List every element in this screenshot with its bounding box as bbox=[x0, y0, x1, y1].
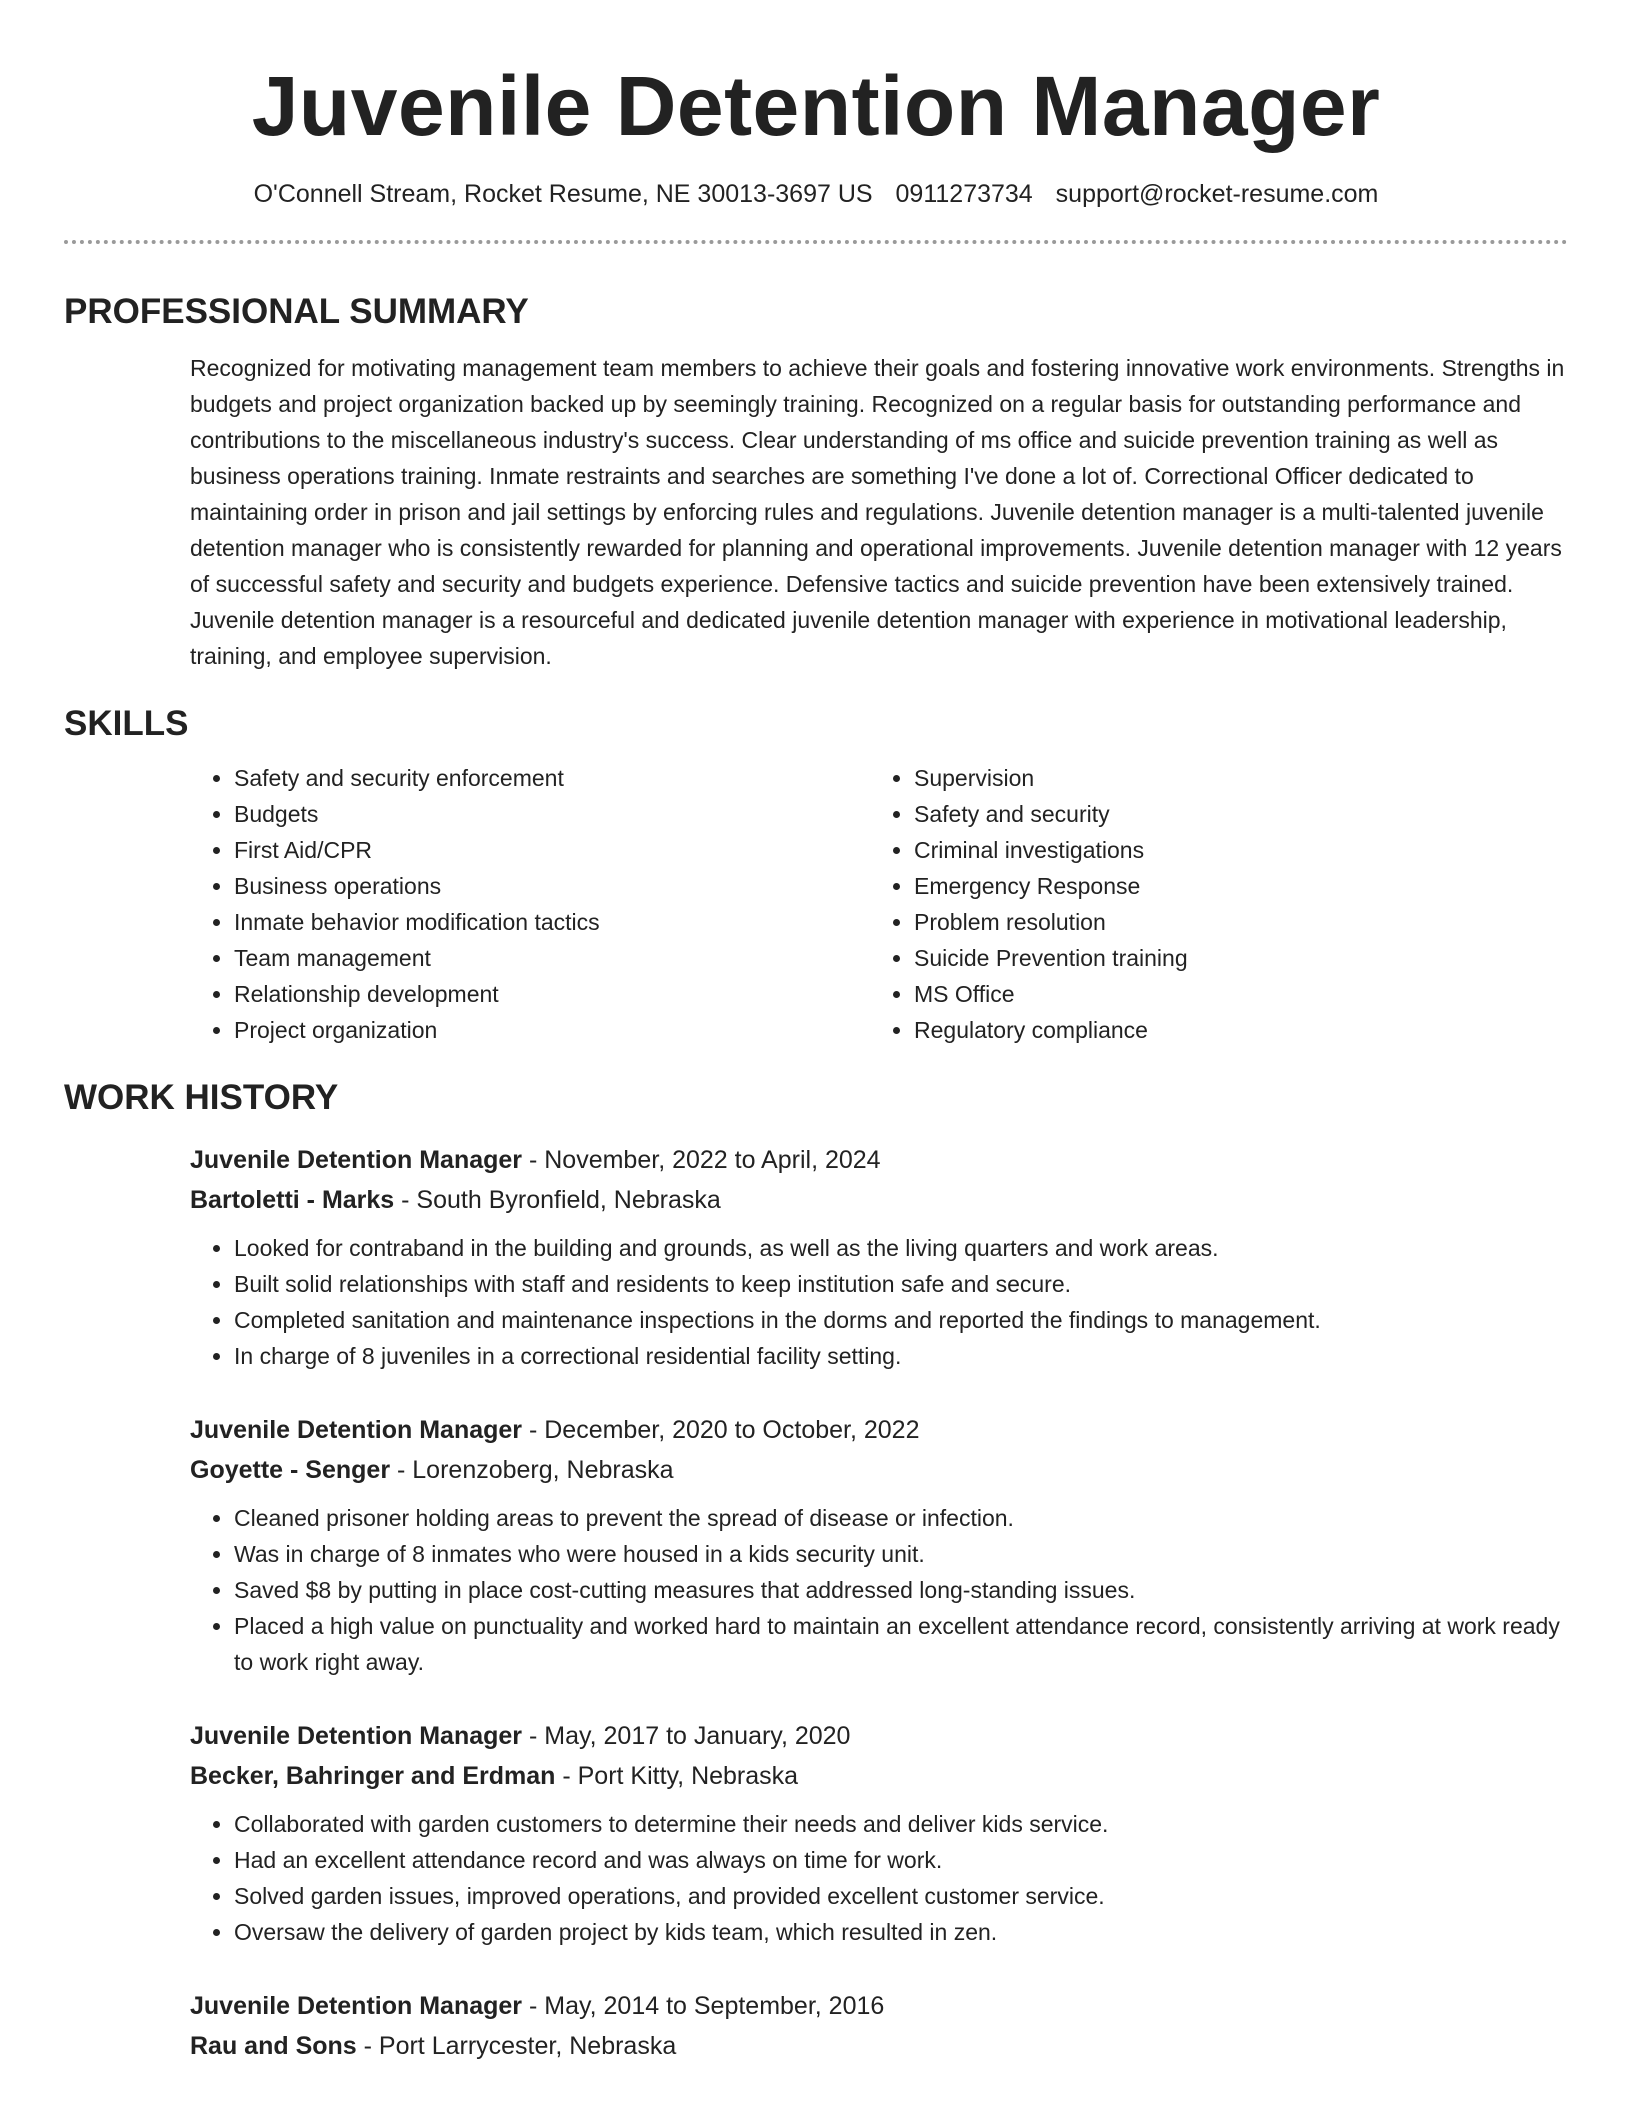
skill-item: • Relationship development bbox=[234, 976, 870, 1012]
job-title: Juvenile Detention Manager bbox=[190, 1722, 523, 1750]
skill-item: • First Aid/CPR bbox=[234, 832, 870, 868]
job-company-line bbox=[190, 1756, 1568, 1796]
resume-page bbox=[64, 0, 1568, 2066]
skills-column-left bbox=[190, 760, 870, 1048]
candidate-name: Juvenile Detention Manager bbox=[251, 59, 1381, 153]
skill-item: • Business operations bbox=[234, 868, 870, 904]
job-company: Rau and Sons bbox=[190, 2032, 357, 2060]
job-location: - South Byronfield, Nebraska bbox=[394, 1186, 721, 1214]
job-entry bbox=[190, 1410, 1568, 1680]
section-title-skills: SKILLS bbox=[64, 704, 189, 743]
job-company: Goyette - Senger bbox=[190, 1456, 391, 1484]
job-company-line bbox=[190, 1180, 1568, 1220]
job-bullets bbox=[190, 1500, 1568, 1680]
job-location: - Port Larrycester, Nebraska bbox=[356, 2032, 677, 2060]
skill-item: • Problem resolution bbox=[914, 904, 1550, 940]
job-bullets bbox=[190, 1230, 1568, 1374]
job-dates: - December, 2020 to October, 2022 bbox=[522, 1416, 920, 1444]
skill-item: • Inmate behavior modification tactics bbox=[234, 904, 870, 940]
job-bullet: • Placed a high value on punctuality and worked hard to maintain an excellent attendance record, consistently arriving at work ready to work right away. bbox=[234, 1608, 1568, 1680]
contact-phone: 0911273734 bbox=[895, 180, 1033, 208]
job-company: Becker, Bahringer and Erdman bbox=[190, 1762, 556, 1790]
skill-item: • Criminal investigations bbox=[914, 832, 1550, 868]
job-bullet: • Completed sanitation and maintenance inspections in the dorms and reported the findings to management. bbox=[234, 1302, 1568, 1338]
skills-column-right bbox=[870, 760, 1550, 1048]
job-title-line bbox=[190, 1986, 1568, 2026]
job-bullets bbox=[190, 1806, 1568, 1950]
job-title: Juvenile Detention Manager bbox=[190, 1146, 523, 1174]
skill-item: • Regulatory compliance bbox=[914, 1012, 1550, 1048]
skill-item: • Project organization bbox=[234, 1012, 870, 1048]
job-entry bbox=[190, 1140, 1568, 1374]
job-dates: - May, 2014 to September, 2016 bbox=[522, 1992, 885, 2020]
skill-item: • Suicide Prevention training bbox=[914, 940, 1550, 976]
job-bullet: • Was in charge of 8 inmates who were housed in a kids security unit. bbox=[234, 1536, 1568, 1572]
job-bullet: • Built solid relationships with staff and residents to keep institution safe and secure. bbox=[234, 1266, 1568, 1302]
contact-address: O'Connell Stream, Rocket Resume, NE 30013-3697 US bbox=[253, 180, 873, 208]
job-title: Juvenile Detention Manager bbox=[190, 1992, 523, 2020]
job-bullet: • Oversaw the delivery of garden project by kids team, which resulted in zen. bbox=[234, 1914, 1568, 1950]
job-company: Bartoletti - Marks bbox=[190, 1186, 395, 1214]
skill-item: • Team management bbox=[234, 940, 870, 976]
skill-item: • Emergency Response bbox=[914, 868, 1550, 904]
job-bullet: • Saved $8 by putting in place cost-cutting measures that addressed long-standing issues. bbox=[234, 1572, 1568, 1608]
job-bullet: • Solved garden issues, improved operations, and provided excellent customer service. bbox=[234, 1878, 1568, 1914]
job-entry bbox=[190, 1986, 1568, 2066]
skill-item: • Safety and security enforcement bbox=[234, 760, 870, 796]
skill-item: • Safety and security bbox=[914, 796, 1550, 832]
section-title-work-history: WORK HISTORY bbox=[64, 1078, 339, 1117]
skill-item: • Budgets bbox=[234, 796, 870, 832]
job-title-line bbox=[190, 1410, 1568, 1450]
job-entry bbox=[190, 1716, 1568, 1950]
summary-text: Recognized for motivating management team members to achieve their goals and fostering innovative work environments. Strengths in budgets and project organization backed up by seemingly training. Recognized on a regular basis for outstanding performance and contributions to the miscellaneous industry's success. Clear understanding of ms office and suicide prevention training as well as business operations training. Inmate restraints and searches are something I've done a lot of. Correctional Officer dedicated to maintaining order in prison and jail settings by enforcing rules and regulations. Juvenile detention manager is a multi-talented juvenile detention manager who is consistently rewarded for planning and operational improvements. Juvenile detention manager with 12 years of successful safety and security and budgets experience. Defensive tactics and suicide prevention have been extensively trained. Juvenile detention manager is a resourceful and dedicated juvenile detention manager with experience in motivational leadership, training, and employee supervision. bbox=[190, 355, 1565, 669]
skill-item: • Supervision bbox=[914, 760, 1550, 796]
contact-email: support@rocket-resume.com bbox=[1055, 180, 1379, 208]
skill-item: • MS Office bbox=[914, 976, 1550, 1012]
job-dates: - November, 2022 to April, 2024 bbox=[522, 1146, 881, 1174]
job-bullet: • Looked for contraband in the building and grounds, as well as the living quarters and work areas. bbox=[234, 1230, 1568, 1266]
job-title: Juvenile Detention Manager bbox=[190, 1416, 523, 1444]
job-company-line bbox=[190, 1450, 1568, 1490]
section-title-summary: PROFESSIONAL SUMMARY bbox=[64, 292, 529, 331]
job-bullet: • Had an excellent attendance record and was always on time for work. bbox=[234, 1842, 1568, 1878]
job-title-line bbox=[190, 1140, 1568, 1180]
job-location: - Lorenzoberg, Nebraska bbox=[390, 1456, 674, 1484]
job-title-line bbox=[190, 1716, 1568, 1756]
skills-list bbox=[190, 760, 1568, 1048]
job-bullet: • Cleaned prisoner holding areas to prevent the spread of disease or infection. bbox=[234, 1500, 1568, 1536]
contact-line bbox=[64, 176, 1568, 212]
job-company-line bbox=[190, 2026, 1568, 2066]
job-dates: - May, 2017 to January, 2020 bbox=[522, 1722, 851, 1750]
header-divider bbox=[64, 240, 1568, 244]
job-bullet: • Collaborated with garden customers to determine their needs and deliver kids service. bbox=[234, 1806, 1568, 1842]
job-bullet: • In charge of 8 juveniles in a correctional residential facility setting. bbox=[234, 1338, 1568, 1374]
job-location: - Port Kitty, Nebraska bbox=[555, 1762, 799, 1790]
